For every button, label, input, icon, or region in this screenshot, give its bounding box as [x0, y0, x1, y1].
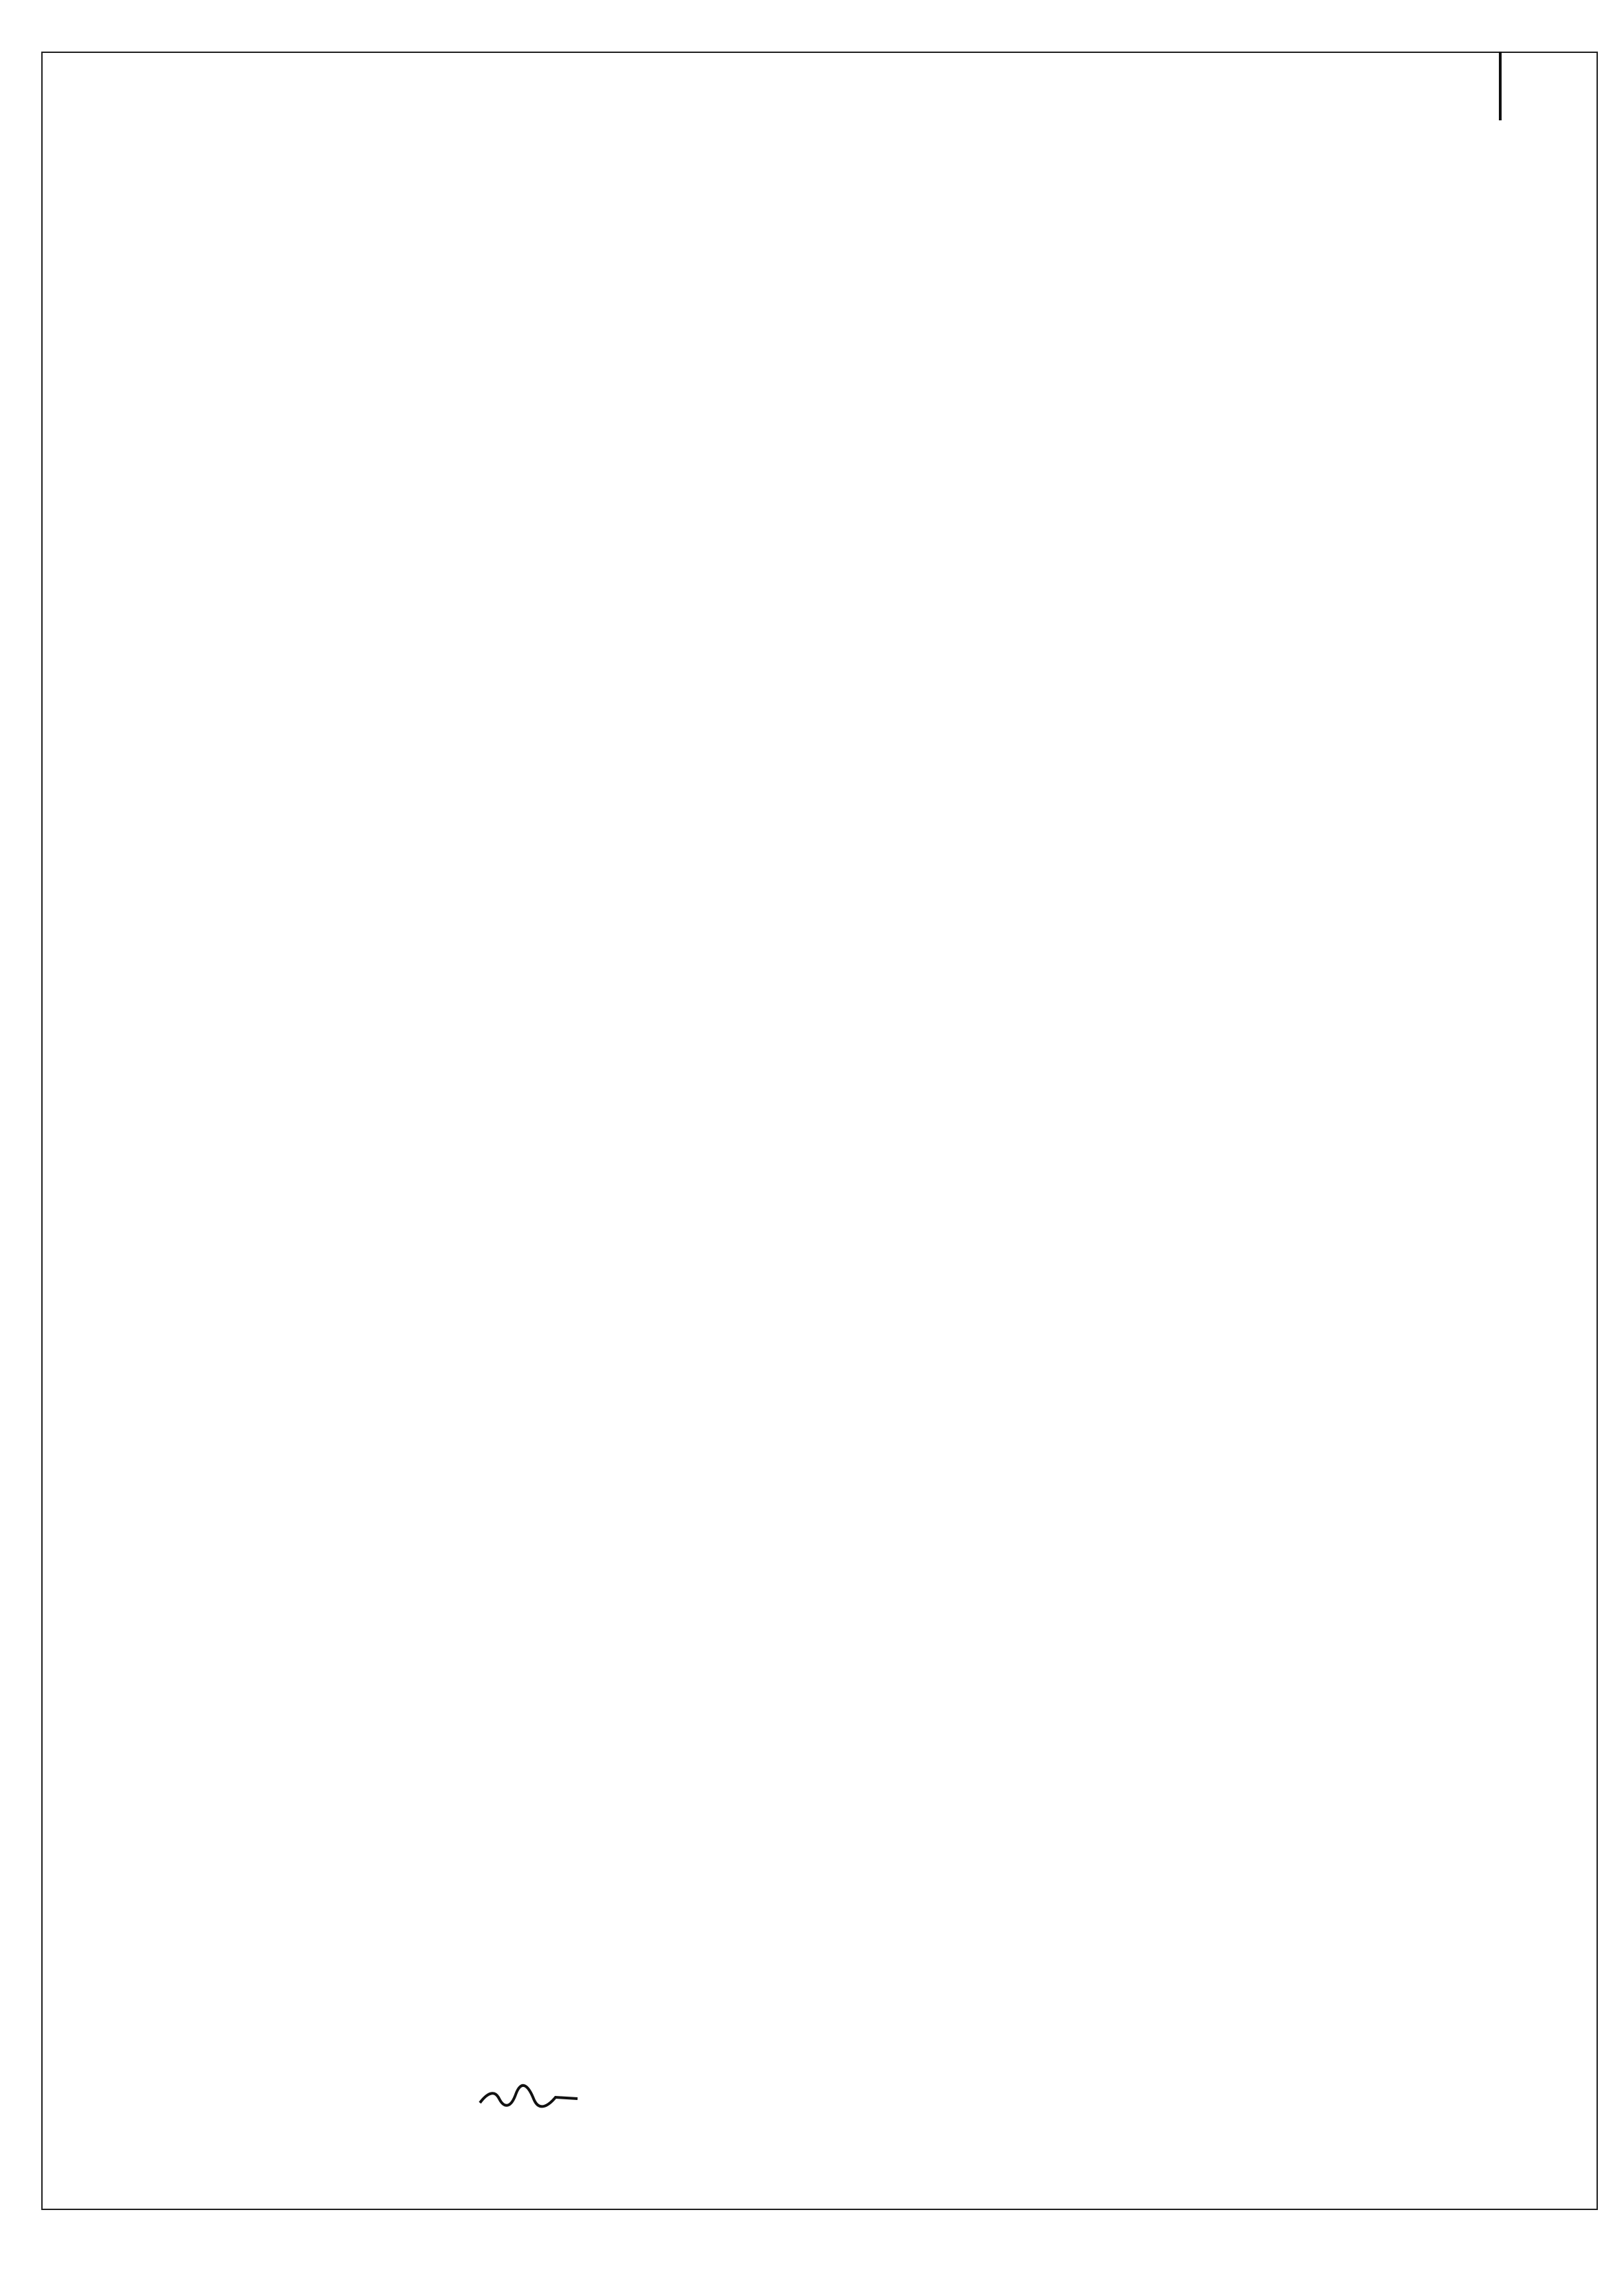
side-label-signature [103, 1674, 131, 1853]
header-row-number [160, 107, 201, 265]
handwritten-signature [474, 2071, 584, 2112]
page-border [41, 52, 1598, 2210]
page-number-box-left [1499, 52, 1502, 120]
side-label-inventory [103, 1932, 131, 2111]
side-label-replacement [103, 1499, 131, 1678]
